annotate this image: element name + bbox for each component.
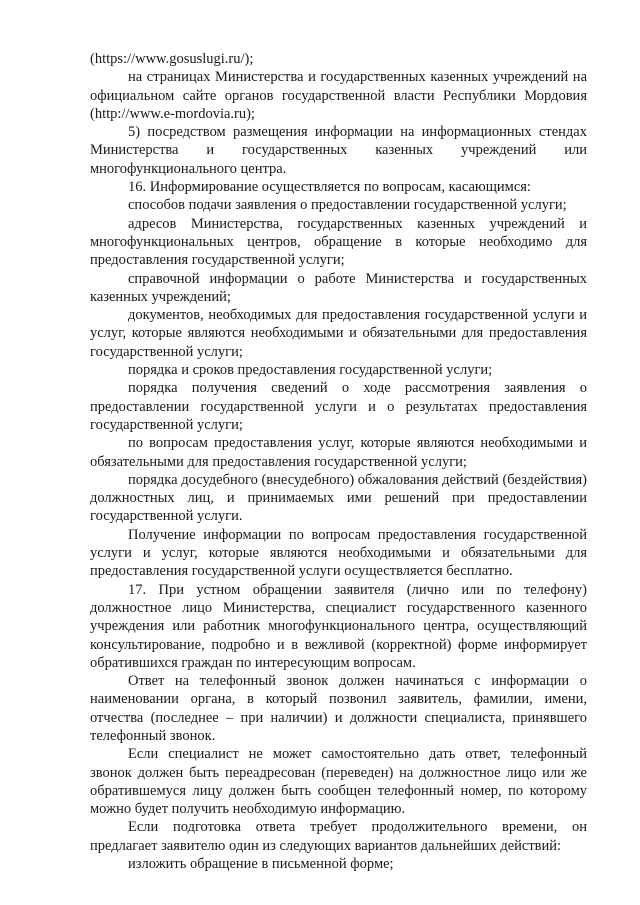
paragraph-item-17: 17. При устном обращении заявителя (лично или по телефону) должностное лицо Министерства, специалист государственного казенного учреждения или работник многофункционального центра, осуществляющий консультирование, подробно и в вежливой (корректной) форме информирует обратившихся граждан по интересующим вопросам. <box>90 581 587 671</box>
paragraph-appeal-procedure: порядка досудебного (внесудебного) обжалования действий (бездействия) должностных лиц, и принимаемых ими решений при предоставлении государственной услуги. <box>90 471 587 525</box>
paragraph-gosuslugi-link: (https://www.gosuslugi.ru/); <box>90 51 254 67</box>
paragraph-documents: документов, необходимых для предоставления государственной услуги и услуг, которые являются необходимыми и обязательными для предоставления государственной услуги; <box>90 307 587 360</box>
paragraph-item-16: 16. Информирование осуществляется по вопросам, касающимся: <box>128 179 531 196</box>
paragraph-terms: порядка и сроков предоставления государственной услуги; <box>128 362 493 379</box>
paragraph-submission-methods: способов подачи заявления о предоставлении государственной услуги; <box>128 197 567 214</box>
paragraph-long-preparation: Если подготовка ответа требует продолжительного времени, он предлагает заявителю один из следующих вариантов дальнейших действий: <box>90 819 587 854</box>
paragraph-written-form: изложить обращение в письменной форме; <box>128 856 394 873</box>
paragraph-mandatory-services: по вопросам предоставления услуг, которые являются необходимыми и обязательными для предоставления государственной услуги; <box>90 435 587 470</box>
document-body <box>90 50 587 873</box>
paragraph-info-stands: 5) посредством размещения информации на информационных стендах Министерства и государственных казенных учреждений или многофункционального центра. <box>90 124 587 177</box>
paragraph-progress-info: порядка получения сведений о ходе рассмотрения заявления о предоставлении государственной услуги и о результатах предоставления государственной услуги; <box>90 380 587 433</box>
paragraph-free-of-charge: Получение информации по вопросам предоставления государственной услуги и услуг, которые являются необходимыми и обязательными для предоставления государственной услуги осуществляется бесплатно. <box>90 526 587 580</box>
paragraph-addresses: адресов Министерства, государственных казенных учреждений и многофункциональных центров, обращение в которые необходимо для предоставления государственной услуги; <box>90 215 587 269</box>
paragraph-reference-info: справочной информации о работе Министерства и государственных казенных учреждений; <box>90 270 587 305</box>
paragraph-ministry-pages: на страницах Министерства и государственных казенных учреждений на официальном сайте органов государственной власти Республики Мордовия (http://www.e-mordovia.ru); <box>90 69 587 122</box>
paragraph-phone-answer: Ответ на телефонный звонок должен начинаться с информации о наименовании органа, в который позвонил заявитель, фамилии, имени, отчества (последнее – при наличии) и должности специалиста, принявшего телефонный звонок. <box>90 673 587 744</box>
paragraph-call-redirect: Если специалист не может самостоятельно дать ответ, телефонный звонок должен быть переадресован (переведен) на должностное лицо или же обратившемуся лицу должен быть сообщен телефонный номер, по которому можно будет получить необходимую информацию. <box>90 746 587 818</box>
